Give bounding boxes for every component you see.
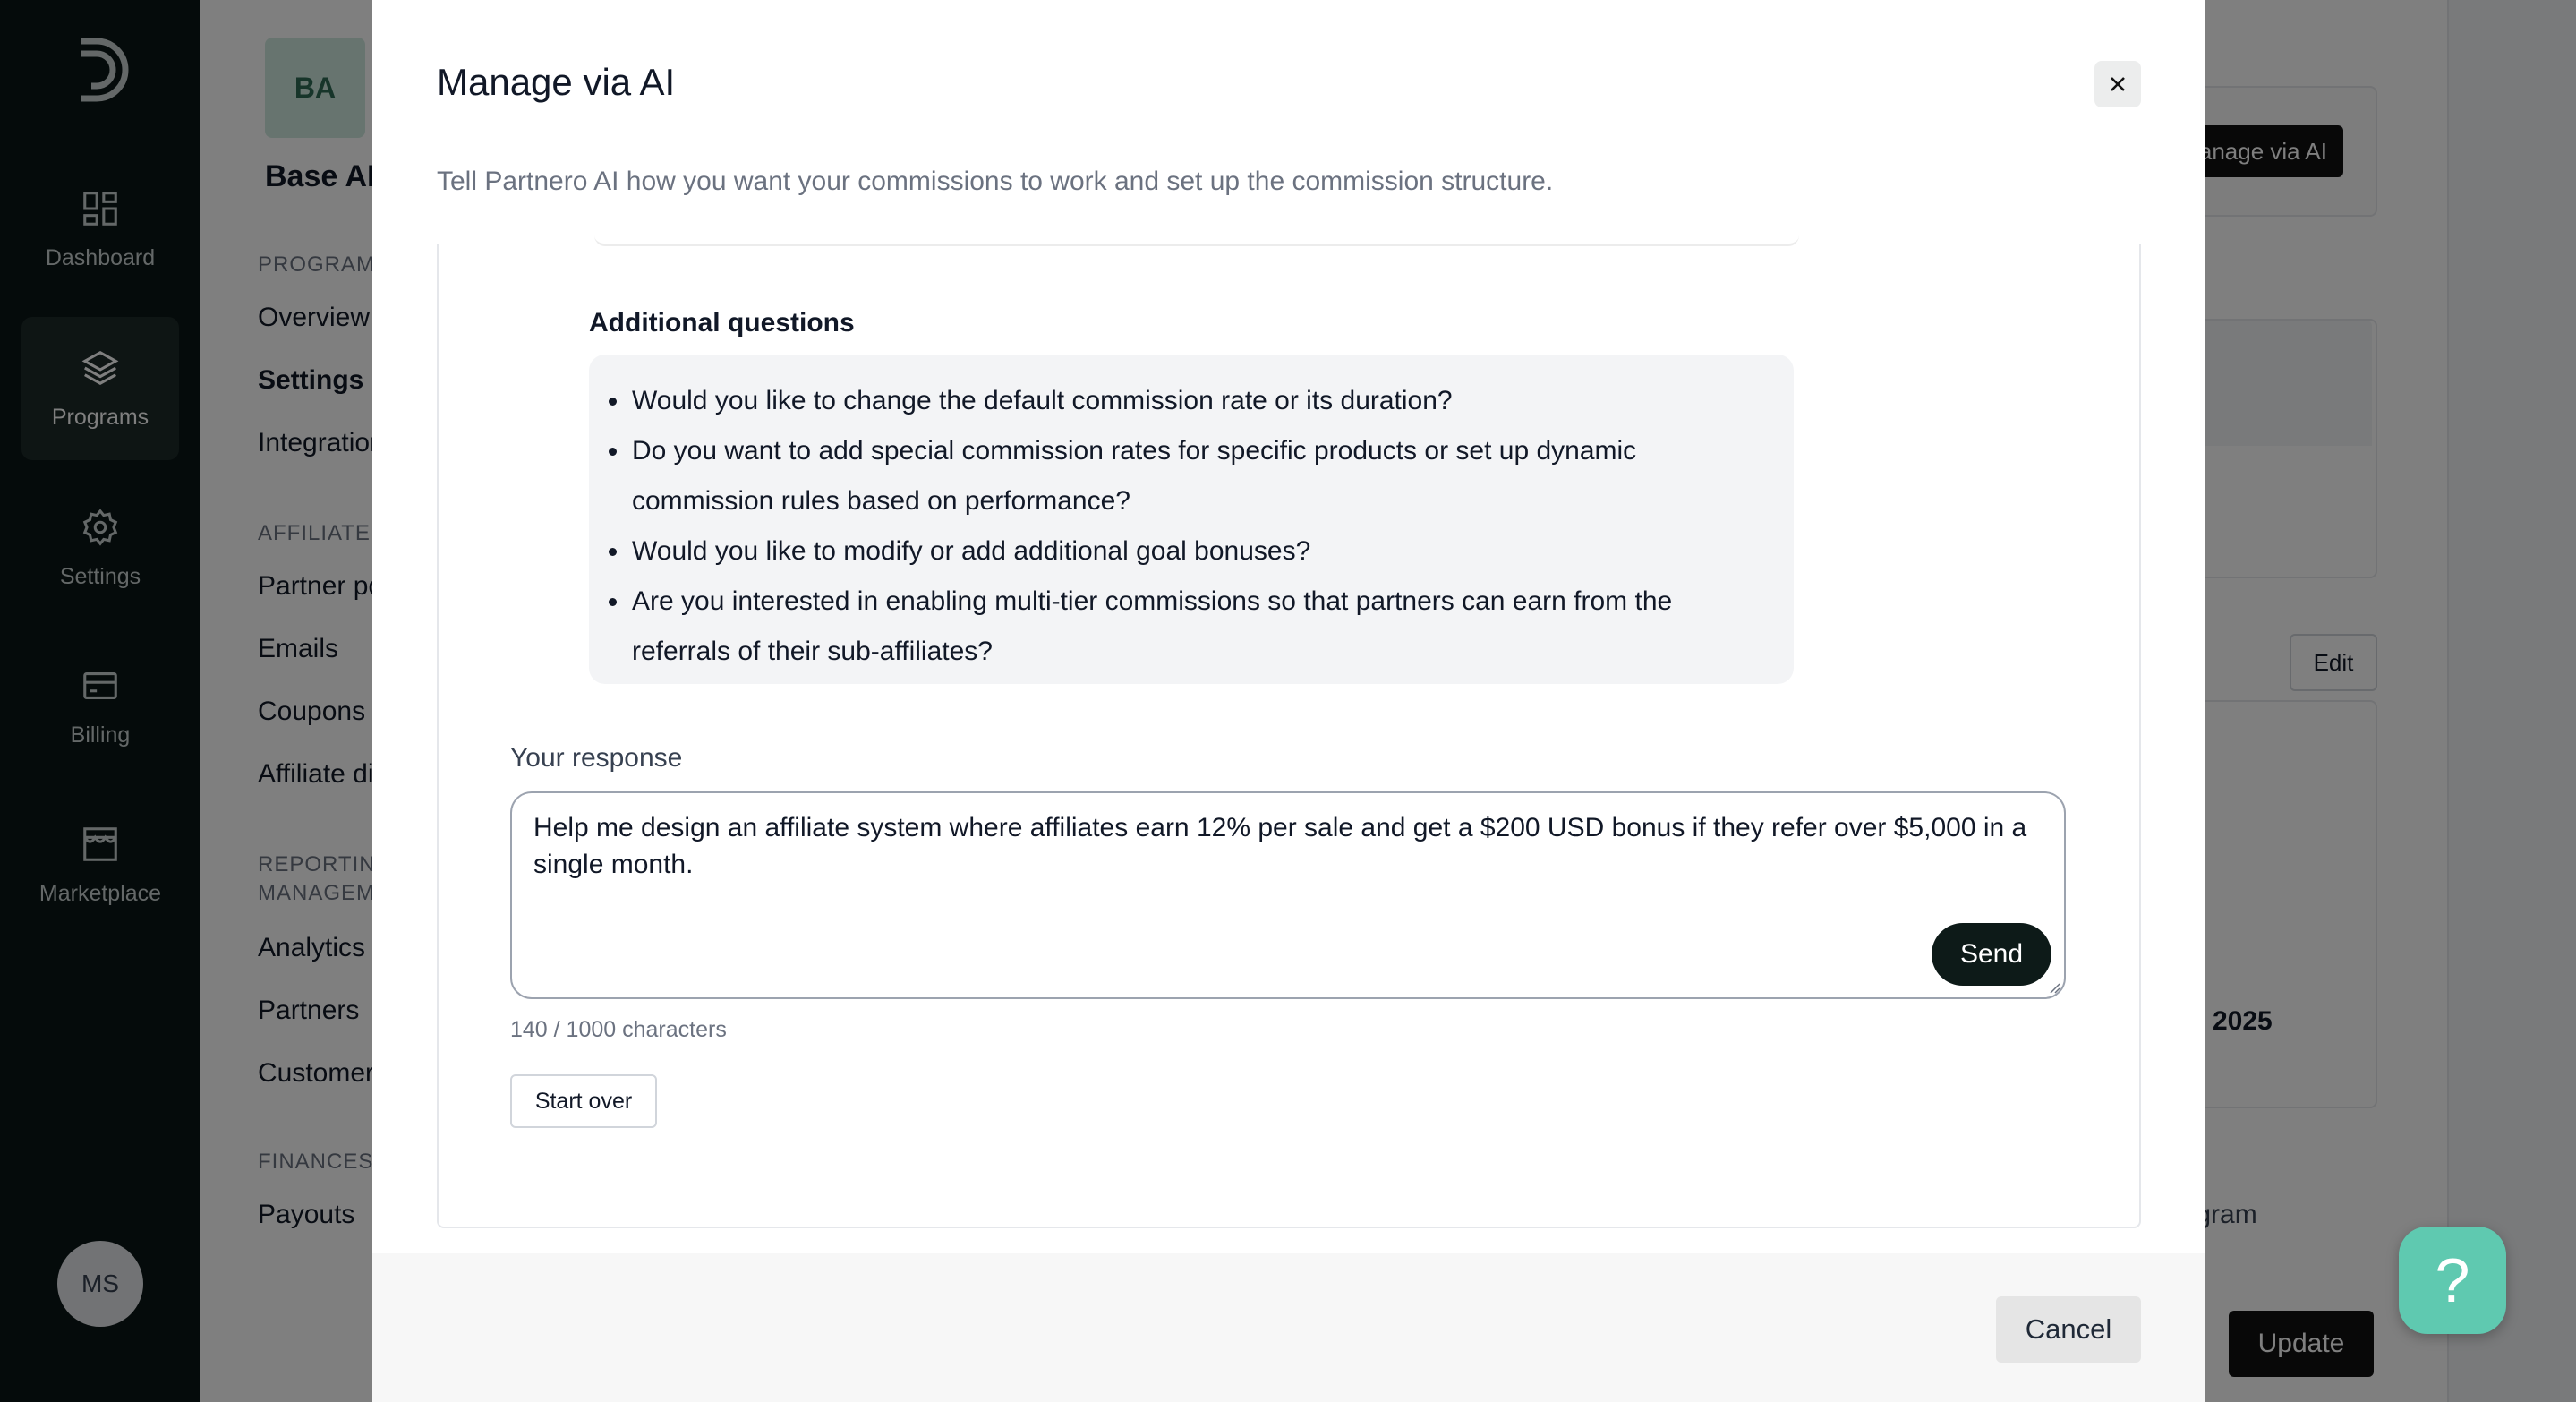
manage-ai-modal [372,0,2205,1402]
start-over-button[interactable]: Start over [510,1074,657,1128]
close-icon [2108,74,2128,94]
response-textarea[interactable] [510,791,2066,999]
modal-footer [372,1253,2205,1402]
additional-questions-list [589,355,1794,677]
close-button[interactable] [2094,61,2141,107]
previous-message-card [594,224,1799,246]
response-text[interactable]: Help me design an affiliate system where affiliates earn 12% per sale and get a $200 USD bonus if they refer over $5,000 in a single month. [533,813,2027,879]
help-button[interactable]: ? [2399,1227,2506,1334]
send-button[interactable]: Send [1932,923,2051,986]
modal-description: Tell Partnero AI how you want your commissions to work and set up the commission structure. [437,167,1554,196]
response-label: Your response [510,743,683,773]
question-item: Would you like to change the default commission rate or its duration? [589,376,1724,426]
cancel-button[interactable]: Cancel [1996,1296,2141,1363]
modal-title: Manage via AI [437,61,676,103]
additional-questions-box [589,355,1794,684]
question-item: Are you interested in enabling multi-tier commissions so that partners can earn from the referrals of their sub-affiliates? [589,577,1724,677]
question-item: Would you like to modify or add additional goal bonuses? [589,526,1724,577]
resize-handle-icon[interactable] [2048,981,2060,994]
additional-questions-heading: Additional questions [589,308,855,338]
character-count: 140 / 1000 characters [510,1017,727,1042]
question-item: Do you want to add special commission rates for specific products or set up dynamic commission rules based on performance? [589,426,1724,526]
